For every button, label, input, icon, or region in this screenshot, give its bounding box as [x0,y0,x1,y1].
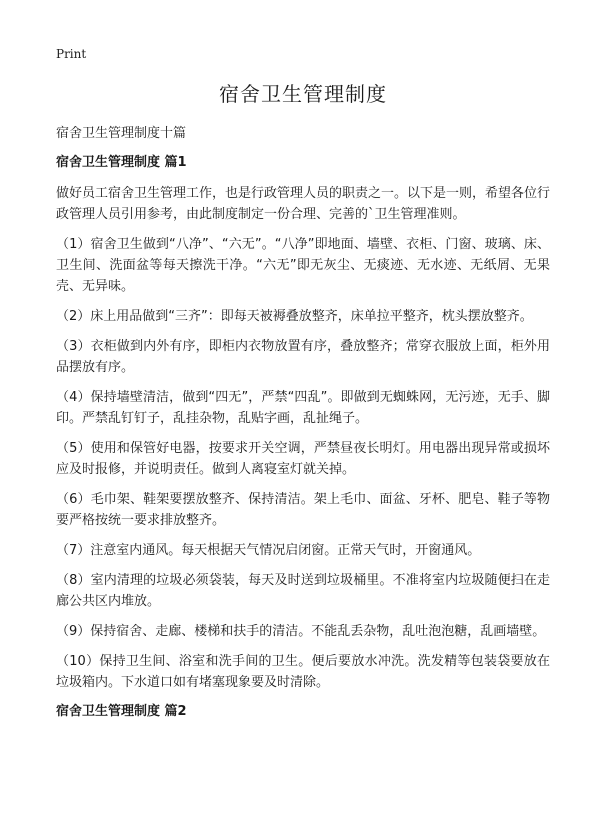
rule-item-6: （6）毛巾架、鞋架要摆放整齐、保持清洁。架上毛巾、面盆、牙杯、肥皂、鞋子等物要严格按统一要求排放整齐。 [56,492,550,528]
rule-item-7: （7）注意室内通风。每天根据天气情况启闭窗。正常天气时，开窗通风。 [56,543,481,558]
rule-item-4: （4）保持墙壁清洁，做到“四无”，严禁“四乱”。即做到无蜘蛛网，无污迹，无手、脚印。严禁乱钉钉子，乱挂杂物，乱贴字画，乱扯绳子。 [56,390,550,426]
rule-item-1: （1）宿舍卫生做到“八净”、“六无”。“八净”即地面、墙壁、衣柜、门窗、玻璃、床、卫生间、洗面盆等每天擦洗干净。“六无”即无灰尘、无痰迹、无水迹、无纸屑、无果壳、无异味。 [56,237,550,294]
section-heading-1: 宿舍卫生管理制度 篇1 [56,155,187,170]
rule-item-5: （5）使用和保管好电器，按要求开关空调，严禁昼夜长明灯。用电器出现异常或损坏应及时报修，并说明责任。做到人离寝室灯就关掉。 [56,441,550,477]
rule-item-3: （3）衣柜做到内外有序，即柜内衣物放置有序，叠放整齐；常穿衣服放上面，柜外用品摆放有序。 [56,339,550,375]
section-heading-2: 宿舍卫生管理制度 篇2 [56,704,187,719]
document-subtitle: 宿舍卫生管理制度十篇 [56,126,187,141]
section-intro-paragraph: 做好员工宿舍卫生管理工作，也是行政管理人员的职责之一。以下是一则，希望各位行政管理人员引用参考，由此制度制定一份合理、完善的`卫生管理准则。 [56,186,551,222]
page-title: 宿舍卫生管理制度 [219,82,387,106]
print-label: Print [56,47,87,61]
rule-item-8: （8）室内清理的垃圾必须袋装，每天及时送到垃圾桶里。不准将室内垃圾随便扫在走廊公共区内堆放。 [56,573,550,609]
rule-item-2: （2）床上用品做到“三齐”：即每天被褥叠放整齐，床单拉平整齐，枕头摆放整齐。 [56,309,533,324]
rule-item-9: （9）保持宿舍、走廊、楼梯和扶手的清洁。不能乱丢杂物，乱吐泡泡糖，乱画墙壁。 [56,624,546,639]
rule-item-10: （10）保持卫生间、浴室和洗手间的卫生。便后要放水冲洗。洗发精等包装袋要放在垃圾箱内。下水道口如有堵塞现象要及时清除。 [56,654,550,690]
